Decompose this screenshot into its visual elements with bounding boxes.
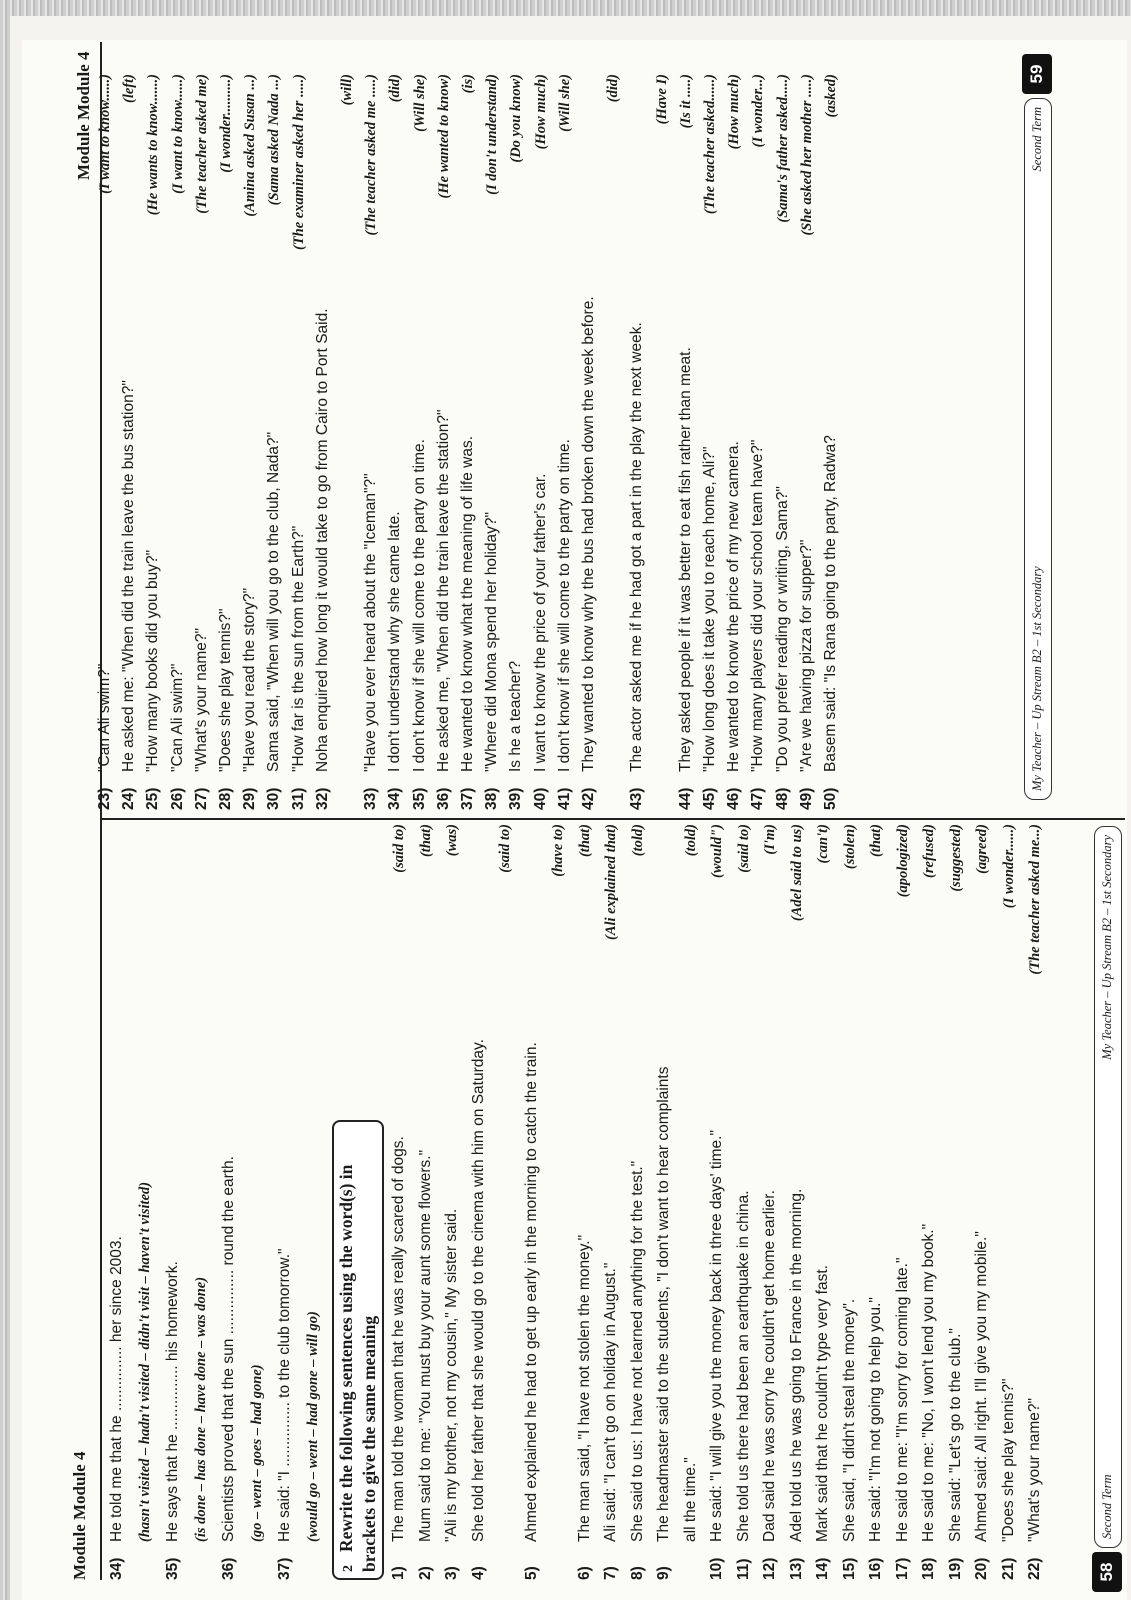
right-module-title bbox=[74, 40, 98, 180]
item-number: 49) bbox=[797, 787, 815, 810]
hint-text: (would go – went – had gone – will go) bbox=[305, 1311, 321, 1542]
item-number: 46) bbox=[725, 787, 743, 810]
line-number: 36) bbox=[220, 1557, 237, 1580]
exercise-item bbox=[702, 820, 732, 1580]
item-number: 31) bbox=[289, 787, 307, 810]
item-hint: (How much) bbox=[726, 74, 743, 150]
item-hint: (left) bbox=[121, 74, 138, 103]
item-number: 43) bbox=[628, 787, 646, 810]
item-hint: (The examiner asked her .....) bbox=[290, 74, 307, 250]
item-hint: (agreed) bbox=[974, 824, 990, 874]
line-text: He says that he ............... his homework. bbox=[164, 1261, 181, 1542]
item-number: 7) bbox=[602, 1566, 619, 1580]
item-hint: (stolen) bbox=[841, 824, 858, 870]
item-hint: (apologized) bbox=[894, 824, 911, 898]
item-number: 10) bbox=[708, 1557, 725, 1580]
left-page-content bbox=[70, 820, 1060, 1580]
item-text: The man said, "I have not stolen the money." bbox=[575, 1234, 593, 1542]
item-text: He said: "I will give you the money back in three days' time." bbox=[708, 1130, 725, 1542]
item-number: 25) bbox=[144, 787, 162, 810]
item-hint: (Sama's father asked.....) bbox=[774, 74, 791, 223]
item-text: all the time." bbox=[681, 1457, 699, 1542]
footer-book: My Teacher – Up Stream B2 – 1st Secondary bbox=[1030, 566, 1044, 791]
item-hint: (said to) bbox=[497, 824, 513, 873]
item-number: 28) bbox=[217, 787, 234, 810]
item-text: Noha enquired how long it would take to go from Cairo to Port Said. bbox=[313, 308, 331, 772]
exercise-item bbox=[649, 820, 679, 1580]
exercise-item bbox=[914, 820, 944, 1580]
item-hint: (said to) bbox=[735, 824, 752, 873]
item-number: 6) bbox=[575, 1566, 593, 1580]
item-text: "How many books did you buy?" bbox=[144, 549, 162, 772]
page-number: 59 bbox=[1022, 54, 1052, 94]
item-hint: (How much) bbox=[532, 74, 549, 150]
item-text: Sama said, "When will you go to the club, Nada?" bbox=[265, 431, 283, 772]
item-hint: (will) bbox=[339, 74, 355, 106]
item-number: 40) bbox=[531, 787, 549, 810]
item-hint: (I wonder...) bbox=[750, 74, 767, 148]
item-text: They asked people if it was better to eat fish rather than meat. bbox=[676, 347, 694, 772]
item-number: 15) bbox=[840, 1557, 858, 1580]
item-text: He asked me: "When did the train leave the bus station?" bbox=[120, 380, 138, 772]
exercise-line bbox=[158, 820, 188, 1580]
item-hint: (refused) bbox=[921, 824, 937, 878]
item-text: He said to me: "I'm sorry for coming late." bbox=[893, 1257, 911, 1542]
item-text: I don't understand why she came late. bbox=[386, 511, 404, 772]
item-hint: (have to) bbox=[550, 824, 566, 877]
right-item-list bbox=[90, 70, 970, 810]
exercise-line bbox=[214, 820, 244, 1580]
item-hint: (Will she) bbox=[411, 74, 428, 132]
exercise-item bbox=[384, 820, 414, 1580]
item-hint: (Will she) bbox=[556, 74, 573, 132]
item-text: "Does she play tennis?" bbox=[999, 1378, 1017, 1542]
item-number: 16) bbox=[867, 1557, 884, 1580]
item-hint: (Adel said to us) bbox=[788, 824, 805, 922]
item-number: 2) bbox=[416, 1566, 434, 1580]
item-hint: (Do you know) bbox=[508, 74, 525, 163]
hint-text: (go – went – goes – had gone) bbox=[249, 1364, 265, 1542]
item-number: 9) bbox=[655, 1566, 672, 1580]
item-hint: (did) bbox=[605, 74, 622, 103]
item-text: She said to us: I have not learned anything for the test." bbox=[628, 1160, 646, 1542]
item-text: "Can Ali swim?" bbox=[96, 663, 113, 772]
item-number: 23) bbox=[96, 787, 113, 810]
item-number: 30) bbox=[265, 787, 283, 810]
item-number: 44) bbox=[676, 787, 694, 810]
item-number: 1) bbox=[390, 1566, 407, 1580]
choice-hint bbox=[186, 820, 216, 1580]
item-hint: (The teacher asked me) bbox=[193, 74, 210, 214]
module-title: Module Module 4 bbox=[70, 1451, 89, 1580]
item-text: "Do you prefer reading or writing, Sama?" bbox=[773, 486, 791, 772]
item-number: 41) bbox=[555, 787, 573, 810]
item-text: "How long does it take you to reach home, Ali?" bbox=[701, 446, 718, 772]
item-text: Adel told us he was going to France in the morning. bbox=[787, 1188, 805, 1542]
right-footer bbox=[1020, 40, 1054, 800]
item-text: He wanted to know what the meaning of life was. bbox=[459, 435, 476, 772]
item-hint: (She asked her mother .....) bbox=[798, 74, 815, 236]
exercise-item bbox=[411, 820, 441, 1580]
item-hint: (I want to know......) bbox=[97, 74, 113, 194]
item-hint: (He wanted to know) bbox=[435, 74, 452, 199]
exercise-item bbox=[967, 820, 997, 1580]
exercise-line bbox=[102, 820, 132, 1580]
item-text: "What's your name?" bbox=[192, 627, 210, 772]
item-text: I don't know if she will come to the party on time. bbox=[555, 439, 573, 772]
item-number: 27) bbox=[192, 787, 210, 810]
exercise-item bbox=[517, 820, 547, 1580]
item-hint: (suggested) bbox=[947, 824, 964, 892]
item-hint: (was) bbox=[444, 824, 460, 857]
item-number: 14) bbox=[814, 1557, 831, 1580]
page-number: 58 bbox=[1092, 1552, 1122, 1592]
item-text: She told us there had been an earthquake in china. bbox=[734, 1190, 752, 1542]
choice-hint bbox=[130, 820, 160, 1580]
item-hint: (that) bbox=[417, 824, 434, 858]
exercise-item bbox=[835, 820, 865, 1580]
exercise-item bbox=[888, 820, 918, 1580]
footer-term: Second Term bbox=[1100, 1474, 1114, 1539]
exercise-item bbox=[941, 820, 971, 1580]
exercise-line bbox=[270, 820, 300, 1580]
item-number: 42) bbox=[580, 787, 597, 810]
exercise-item bbox=[570, 820, 600, 1580]
item-number: 48) bbox=[773, 787, 791, 810]
item-hint: (is) bbox=[460, 74, 476, 94]
item-hint: (Sama asked Nada ...) bbox=[266, 74, 283, 206]
item-number: 35) bbox=[410, 787, 428, 810]
item-hint: (told) bbox=[682, 824, 699, 857]
item-text: "Are we having pizza for supper?" bbox=[797, 539, 815, 772]
item-number: 37) bbox=[459, 787, 476, 810]
item-number: 39) bbox=[507, 787, 525, 810]
exercise-item bbox=[490, 820, 520, 1580]
item-hint: (Ali explained that) bbox=[603, 824, 619, 940]
item-hint: (that) bbox=[576, 824, 593, 858]
item-number: 20) bbox=[973, 1557, 990, 1580]
item-hint: (The teacher asked......) bbox=[702, 74, 718, 215]
item-text: He said to me: "No, I won't lend you my book." bbox=[920, 1223, 937, 1542]
exercise-item bbox=[861, 820, 891, 1580]
item-text: The headmaster said to the students, "I don't want to hear complaints bbox=[655, 1066, 672, 1542]
item-text: "How far is the sun from the Earth?" bbox=[289, 525, 307, 772]
item-text: Ahmed said: All right. I'll give you my mobile." bbox=[973, 1231, 990, 1542]
exercise-item bbox=[808, 820, 838, 1580]
item-hint: (The teacher asked me...) bbox=[1027, 824, 1043, 975]
item-number: 12) bbox=[761, 1557, 778, 1580]
item-text: He wanted to know the price of my new camera. bbox=[725, 441, 743, 772]
item-number: 13) bbox=[787, 1557, 805, 1580]
item-hint: (can't) bbox=[815, 824, 831, 864]
line-number: 34) bbox=[108, 1557, 125, 1580]
item-text: Is he a teacher? bbox=[507, 660, 525, 772]
item-text: "Have you read the story?" bbox=[241, 587, 259, 772]
line-number: 35) bbox=[164, 1557, 181, 1580]
choice-hint bbox=[298, 820, 328, 1580]
footer-term: Second Term bbox=[1030, 107, 1044, 172]
item-number: 50) bbox=[822, 787, 839, 810]
exercise-item bbox=[464, 820, 494, 1580]
item-number: 19) bbox=[946, 1557, 964, 1580]
item-number: 32) bbox=[313, 787, 331, 810]
item-number: 5) bbox=[522, 1566, 540, 1580]
item-number: 8) bbox=[628, 1566, 646, 1580]
item-text: He asked me, "When did the train leave the station?" bbox=[434, 409, 452, 772]
item-number: 21) bbox=[999, 1557, 1017, 1580]
item-text: The man told the woman that he was really scared of dogs. bbox=[390, 1136, 407, 1542]
item-text: Mark said that he couldn't type very fast. bbox=[814, 1265, 831, 1542]
exercise-item bbox=[755, 820, 785, 1580]
exercise-item bbox=[623, 820, 653, 1580]
item-text: They wanted to know why the bus had broken down the week before. bbox=[580, 296, 597, 772]
item-number: 22) bbox=[1026, 1557, 1043, 1580]
choice-hint bbox=[242, 820, 272, 1580]
item-text: She told her father that she would go to the cinema with him on Saturday. bbox=[469, 1039, 487, 1542]
left-item-list bbox=[384, 820, 1044, 1580]
item-text: "Ali is my brother, not my cousin," My sister said. bbox=[443, 1208, 460, 1542]
item-number: 47) bbox=[749, 787, 767, 810]
item-number: 11) bbox=[734, 1558, 752, 1580]
item-text: He said: "I'm not going to help you." bbox=[867, 1297, 884, 1542]
item-text: Dad said he was sorry he couldn't get home earlier. bbox=[761, 1190, 778, 1542]
line-text: He told me that he ............... her since 2003. bbox=[108, 1236, 125, 1542]
item-number: 17) bbox=[893, 1557, 911, 1580]
item-number: 4) bbox=[469, 1566, 487, 1580]
exercise-item bbox=[1020, 820, 1050, 1580]
item-number: 45) bbox=[701, 787, 718, 810]
item-hint: (that) bbox=[868, 824, 884, 858]
item-text: "Can Ali swim?" bbox=[168, 663, 186, 772]
item-text: Mum said to me: "You must buy your aunt some flowers." bbox=[416, 1149, 434, 1542]
item-number: 26) bbox=[168, 787, 186, 810]
item-hint: (Have I) bbox=[653, 74, 670, 125]
exercise-item bbox=[816, 70, 846, 810]
item-text: Ahmed explained he had to get up early in the morning to catch the train. bbox=[522, 1042, 540, 1542]
section-heading bbox=[332, 1120, 384, 1580]
exercise-item bbox=[437, 820, 467, 1580]
item-text: The actor asked me if he had got a part in the play the next week. bbox=[628, 322, 646, 772]
item-text: I want to know the price of your father's car. bbox=[531, 473, 549, 772]
item-text: Basem said: "Is Rana going to the party, Radwa? bbox=[822, 435, 839, 772]
module-title: Module Module 4 bbox=[74, 51, 93, 180]
item-text: She said, "I didn't steal the money". bbox=[840, 1298, 858, 1542]
item-number: 3) bbox=[443, 1566, 460, 1580]
line-text: He said: "I ............... to the club tomorrow." bbox=[276, 1248, 293, 1542]
item-text: She said: "Let's go to the club." bbox=[946, 1328, 964, 1542]
footer-bar bbox=[1024, 98, 1052, 800]
line-text: Scientists proved that the sun ............... round the earth. bbox=[220, 1156, 237, 1542]
item-hint: (I wonder..........) bbox=[218, 74, 234, 173]
item-text: "What's your name?" bbox=[1026, 1397, 1043, 1542]
item-hint: (said to) bbox=[391, 824, 407, 873]
item-number: 38) bbox=[483, 787, 501, 810]
item-text: Ali said: "I can't go on holiday in August." bbox=[602, 1262, 619, 1542]
item-hint: (Is it .....) bbox=[677, 74, 694, 129]
item-hint: (Amina asked Susan ...) bbox=[242, 74, 259, 217]
right-page-content bbox=[90, 50, 1080, 810]
item-number: 34) bbox=[386, 787, 404, 810]
item-number: 33) bbox=[362, 787, 380, 810]
item-hint: (I don't understand) bbox=[484, 74, 501, 195]
section-number: 2 bbox=[341, 1565, 356, 1572]
exercise-item bbox=[596, 820, 626, 1580]
item-number: 24) bbox=[120, 787, 138, 810]
item-hint: (I wonder......) bbox=[1000, 824, 1017, 909]
item-hint: (asked) bbox=[823, 74, 839, 118]
exercise-item bbox=[729, 820, 759, 1580]
item-number: 18) bbox=[920, 1557, 937, 1580]
item-text: I don't know if she will come to the party on time. bbox=[410, 439, 428, 772]
item-text: "Does she play tennis?" bbox=[217, 608, 234, 772]
item-number: 29) bbox=[241, 787, 259, 810]
item-hint: (I want to know......) bbox=[169, 74, 186, 194]
item-text: "Where did Mona spend her holiday?" bbox=[483, 511, 501, 772]
scan-top-edge bbox=[0, 0, 1131, 16]
exercise-item bbox=[994, 820, 1024, 1580]
item-text: "How many players did your school team have?" bbox=[749, 439, 767, 772]
section-title: Rewrite the following sentences using the word(s) in brackets to give the same meaning bbox=[336, 1164, 379, 1572]
exercise-item bbox=[543, 820, 573, 1580]
hint-text: (is done – has done – have done – was done) bbox=[193, 1276, 209, 1542]
scan-left-edge bbox=[0, 16, 10, 1600]
item-text: "Have you ever heard about the "Iceman"?" bbox=[362, 473, 380, 772]
item-hint: (He wants to know.......) bbox=[145, 74, 162, 216]
footer-book: My Teacher – Up Stream B2 – 1st Secondary bbox=[1100, 835, 1114, 1060]
item-hint: (told) bbox=[629, 824, 646, 857]
item-hint: (I'm) bbox=[762, 824, 778, 855]
item-hint: (The teacher asked me .....) bbox=[363, 74, 380, 236]
footer-bar bbox=[1094, 826, 1122, 1548]
line-number: 37) bbox=[276, 1557, 293, 1580]
item-number: 36) bbox=[434, 787, 452, 810]
item-hint: (would") bbox=[709, 824, 725, 878]
left-footer bbox=[1090, 812, 1124, 1592]
item-hint: (did) bbox=[387, 74, 404, 103]
hint-text: (hasn't visited – hadn't visited – didn't visit – haven't visited) bbox=[137, 1181, 153, 1542]
exercise-item bbox=[782, 820, 812, 1580]
exercise-item bbox=[676, 820, 706, 1580]
